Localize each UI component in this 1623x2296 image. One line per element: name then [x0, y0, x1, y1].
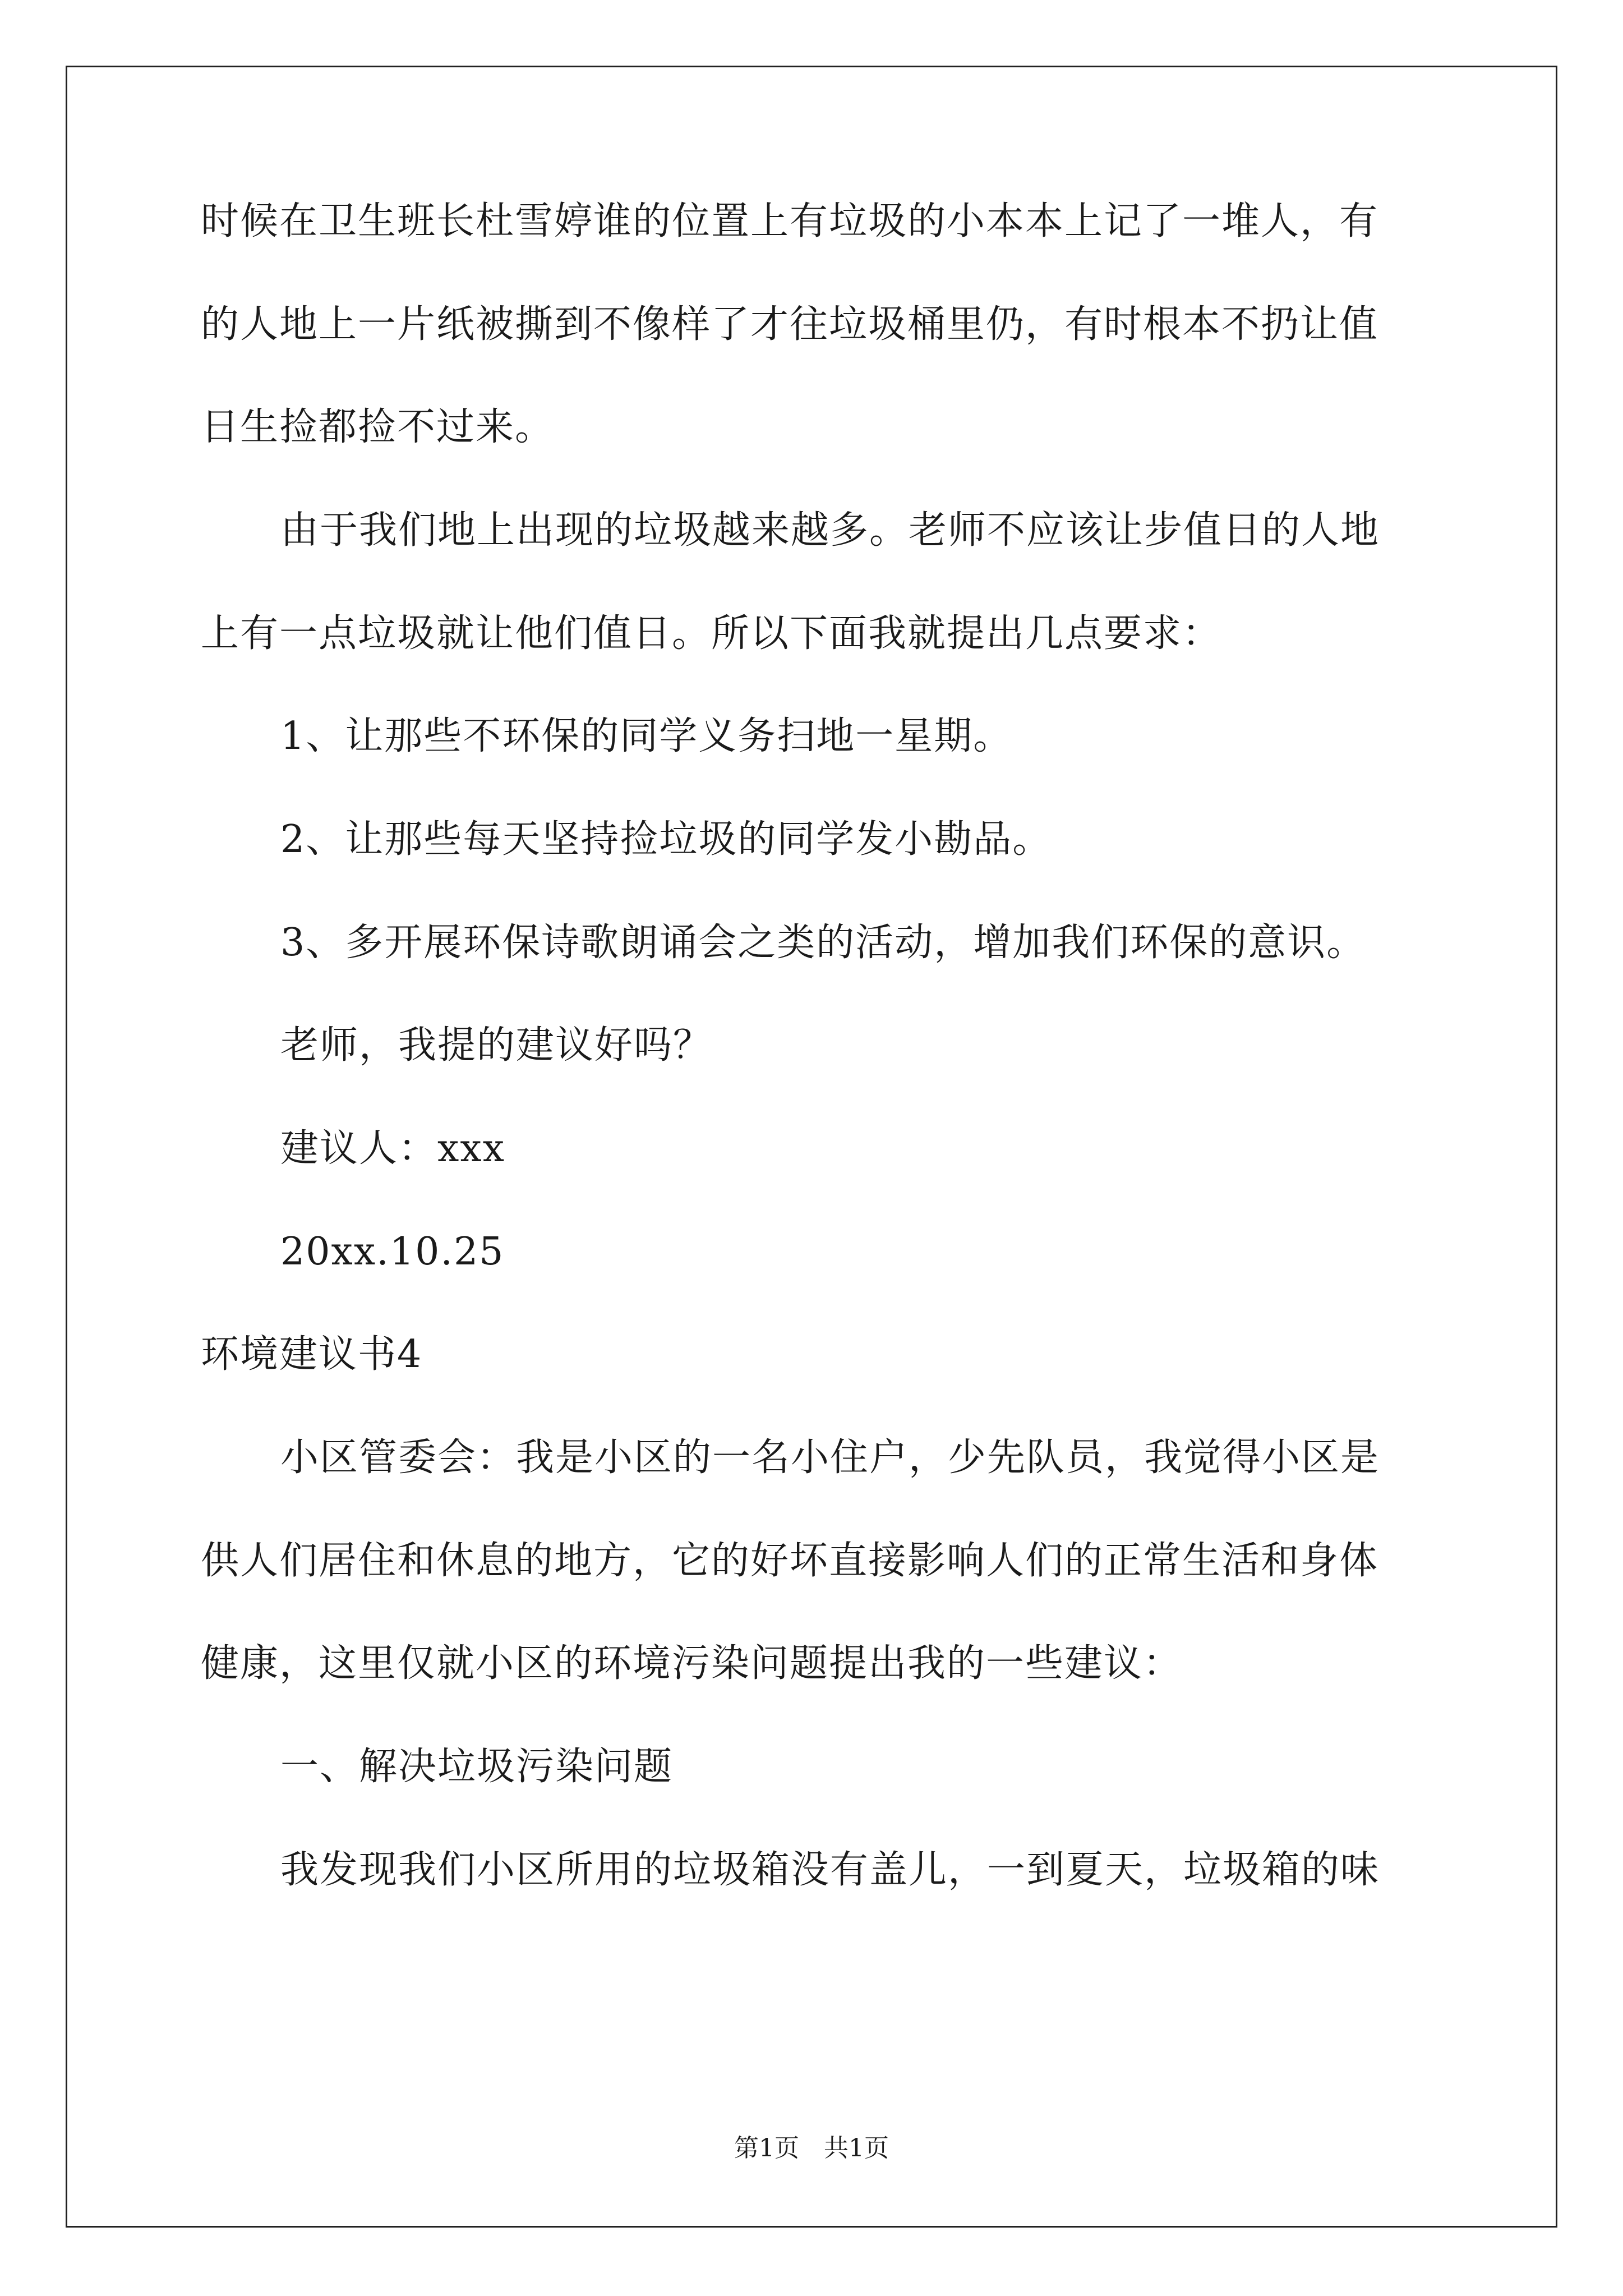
text-line-5: 上有一点垃圾就让他们值日。所以下面我就提出几点要求： [201, 611, 1222, 656]
text-line-17: 我发现我们小区所用的垃圾箱没有盖儿，一到夏天，垃圾箱的味 [280, 1848, 1380, 1892]
text-line-question: 老师，我提的建议好吗？ [280, 1023, 713, 1068]
text-line-13: 小区管委会：我是小区的一名小住户，少先队员，我觉得小区是 [280, 1435, 1380, 1480]
subheading: 一、解决垃圾污染问题 [280, 1745, 674, 1789]
page-footer: 第1页 共1页 [734, 2134, 889, 2162]
signature-line: 建议人：xxx [280, 1126, 506, 1171]
list-item-2: 2、让那些每天坚持捡垃圾的同学发小勘品。 [280, 817, 1052, 862]
text-line-14: 供人们居住和休息的地方，它的好坏直接影响人们的正常生活和身体 [201, 1539, 1379, 1583]
date-line: 20xx.10.25 [280, 1230, 505, 1274]
text-line-3: 日生捡都捡不过来。 [201, 405, 555, 449]
list-item-3: 3、多开展环保诗歌朗诵会之类的活动，增加我们环保的意识。 [280, 921, 1366, 965]
list-item-1: 1、让那些不环保的同学义务扫地一星期。 [280, 714, 1013, 758]
text-line-2: 的人地上一片纸被撕到不像样了才往垃圾桶里仍，有时根本不扔让值 [201, 302, 1379, 347]
text-line-1: 时候在卫生班长杜雪婷谁的位置上有垃圾的小本本上记了一堆人，有 [201, 199, 1379, 243]
text-line-15: 健康，这里仅就小区的环境污染问题提出我的一些建议： [201, 1641, 1183, 1686]
text-line-4: 由于我们地上出现的垃圾越来越多。老师不应该让步值日的人地 [280, 508, 1380, 553]
section-heading: 环境建议书4 [201, 1332, 423, 1377]
